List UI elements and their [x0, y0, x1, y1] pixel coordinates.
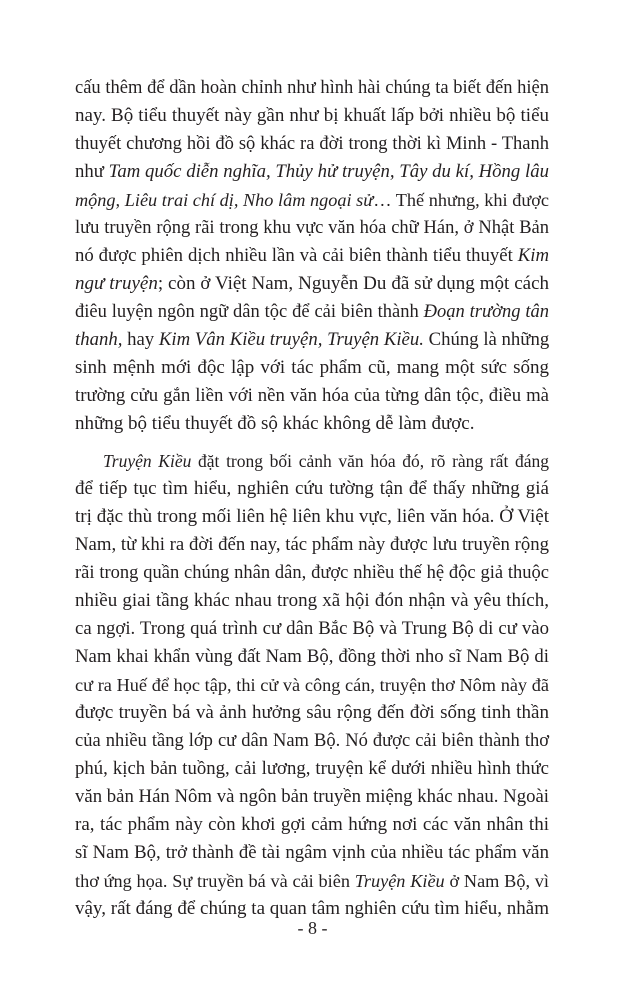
text-line: thơ ứng họa. Sự truyền bá và cải biên Truyện Kiều ở Nam Bộ, vì	[75, 871, 549, 891]
text-line: để tiếp tục tìm hiểu, nghiên cứu tường tận để thấy những giá	[75, 478, 549, 499]
text-line: nhiều giai tầng khác nhau trong xã hội đón nhận và yêu thích,	[75, 590, 549, 611]
text-line: thanh, hay Kim Vân Kiều truyện, Truyện Kiều. Chúng là những	[75, 329, 550, 350]
text-line: thuyết chương hồi đồ sộ khác ra đời trong thời kì Minh - Thanh	[75, 134, 549, 154]
paragraph-1	[75, 74, 549, 438]
text-line: cư ra Huế để học tập, thi cử và công cán, truyện thơ Nôm này đã	[75, 675, 549, 695]
text-line: rãi trong quần chúng nhân dân, được nhiều thế hệ độc giả thuộc	[75, 563, 549, 583]
text-line: Truyện Kiều đặt trong bối cảnh văn hóa đó, rõ ràng rất đáng	[103, 451, 549, 471]
text-line: những bộ tiểu thuyết đồ sộ khác không dễ làm được.	[75, 413, 475, 434]
text-line: được truyền bá và ảnh hưởng sâu rộng đến đời sống tinh thần	[75, 702, 549, 723]
text-line: ra, tác phẩm này còn khơi gợi cảm hứng nơi các văn nhân thi	[75, 814, 549, 835]
text-line: mộng, Liêu trai chí dị, Nho lâm ngoại sử… Thế nhưng, khi được	[75, 190, 549, 210]
text-line: nay. Bộ tiểu thuyết này gần như bị khuất lấp bởi nhiều bộ tiểu	[75, 105, 549, 126]
text-line: như Tam quốc diễn nghĩa, Thủy hử truyện, Tây du kí, Hồng lâu	[75, 161, 549, 182]
text-line: Nam khai khẩn vùng đất Nam Bộ, đồng thời nho sĩ Nam Bộ di	[75, 646, 549, 667]
text-line: của nhiều tầng lớp cư dân Nam Bộ. Nó được cải biên thành thơ	[75, 731, 549, 751]
text-line: văn bản Hán Nôm và ngôn bản truyền miệng khác nhau. Ngoài	[75, 786, 549, 807]
italic-title: Truyện Kiều	[103, 451, 192, 471]
text-line: ca ngợi. Trong quá trình cư dân Bắc Bộ và Trung Bộ di cư vào	[75, 618, 549, 639]
text-line: Nam, từ khi ra đời đến nay, tác phẩm này được lưu truyền rộng	[75, 534, 549, 555]
italic-title: Kim	[517, 245, 549, 266]
text-line: lưu truyền rộng rãi trong khu vực văn hóa chữ Hán, ở Nhật Bản	[75, 218, 549, 238]
italic-title: thanh,	[75, 329, 123, 350]
page-number: - 8 -	[297, 918, 328, 938]
text-line: ngư truyện; còn ở Việt Nam, Nguyễn Du đã sử dụng một cách	[75, 273, 549, 294]
italic-title: Đoạn trường tân	[423, 302, 549, 322]
italic-titles: Kim Vân Kiều truyện, Truyện Kiều.	[158, 329, 424, 350]
italic-title: ngư truyện	[75, 273, 158, 294]
text-line: cấu thêm để dần hoàn chỉnh như hình hài chúng ta biết đến hiện	[75, 78, 549, 98]
text-line: trị đặc thù trong mối liên hệ liên khu vực, liên văn hóa. Ở Việt	[75, 506, 549, 527]
paragraph-2	[75, 447, 549, 923]
text-line: trường cửu gắn liền với nền văn hóa của từng dân tộc, điều mà	[75, 385, 549, 406]
text-line: phú, kịch bản tuồng, cải lương, truyện kể dưới nhiều hình thức	[75, 758, 549, 779]
text-line: nó được phiên dịch nhiều lần và cải biên thành tiểu thuyết Kim	[75, 245, 549, 266]
italic-titles: Tam quốc diễn nghĩa, Thủy hử truyện, Tây du kí, Hồng lâu	[108, 161, 549, 182]
italic-titles: mộng, Liêu trai chí dị, Nho lâm ngoại sử	[75, 190, 374, 210]
body-text	[75, 74, 549, 923]
text-line: vậy, rất đáng để chúng ta quan tâm nghiên cứu tìm hiểu, nhằm	[75, 898, 549, 919]
italic-title: Truyện Kiều	[354, 871, 445, 891]
text-line: điêu luyện ngôn ngữ dân tộc để cải biên thành Đoạn trường tân	[75, 302, 549, 322]
text-line: sĩ Nam Bộ, trở thành đề tài ngâm vịnh của nhiều tác phẩm văn	[75, 842, 549, 863]
text-line: sinh mệnh mới độc lập với tác phẩm cũ, mang một sức sống	[75, 357, 549, 378]
